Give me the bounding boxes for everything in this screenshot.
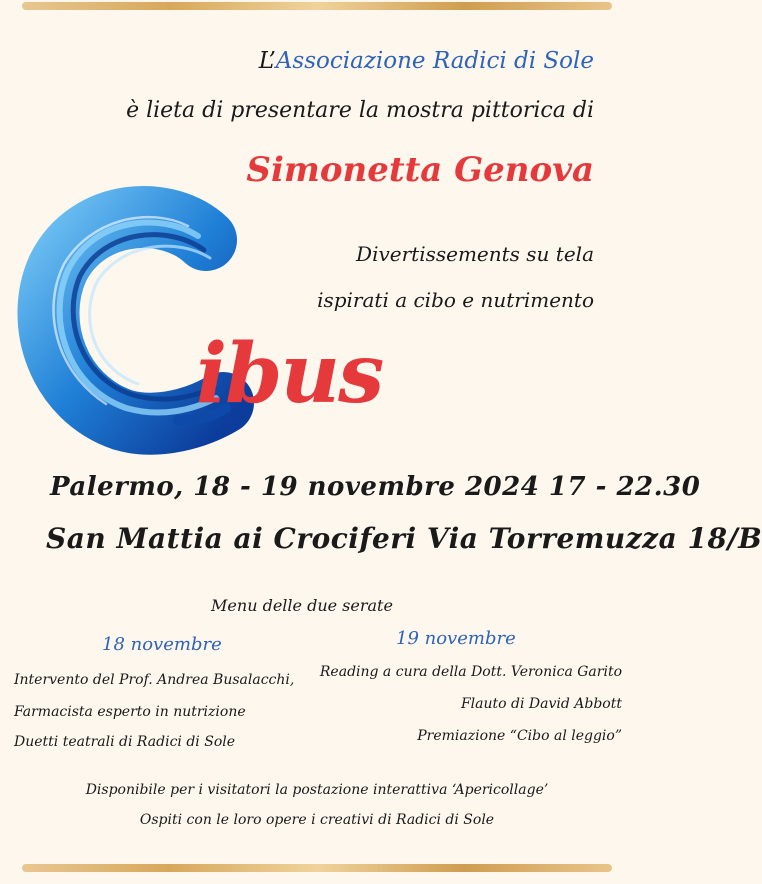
menu-left-item: Intervento del Prof. Andrea Busalacchi,: [14, 672, 295, 688]
organization-name: Associazione Radici di Sole: [275, 48, 594, 74]
intro-prefix: L’: [258, 48, 276, 74]
menu-right-item: Premiazione “Cibo al leggio”: [417, 728, 622, 744]
tagline-line-2: ispirati a cibo e nutrimento: [317, 288, 594, 312]
menu-right-item: Flauto di David Abbott: [460, 696, 622, 712]
menu-left-date: 18 novembre: [102, 634, 222, 655]
menu-right-item: Reading a cura della Dott. Veronica Garito: [319, 664, 622, 680]
footer-line-1: Disponibile per i visitatori la postazione interattiva ‘Apericollage’: [85, 782, 549, 798]
exhibition-title: ibus: [196, 326, 383, 422]
artist-name: Simonetta Genova: [246, 150, 594, 190]
tagline-line-1: Divertissements su tela: [356, 242, 594, 266]
event-date-time: Palermo, 18 - 19 novembre 2024 17 - 22.30: [50, 472, 701, 502]
top-gold-rule: [22, 2, 612, 10]
event-venue: San Mattia ai Crociferi Via Torremuzza 18/B: [46, 522, 762, 555]
menu-title: Menu delle due serate: [211, 596, 393, 615]
menu-left-item: Duetti teatrali di Radici di Sole: [14, 734, 236, 750]
menu-right-date: 19 novembre: [396, 628, 516, 649]
bottom-gold-rule: [22, 864, 612, 872]
intro-subline: è lieta di presentare la mostra pittorica di: [126, 98, 594, 123]
menu-left-item: Farmacista esperto in nutrizione: [14, 704, 246, 720]
footer-line-2: Ospiti con le loro opere i creativi di Radici di Sole: [139, 812, 495, 828]
intro-line: [259, 48, 594, 74]
